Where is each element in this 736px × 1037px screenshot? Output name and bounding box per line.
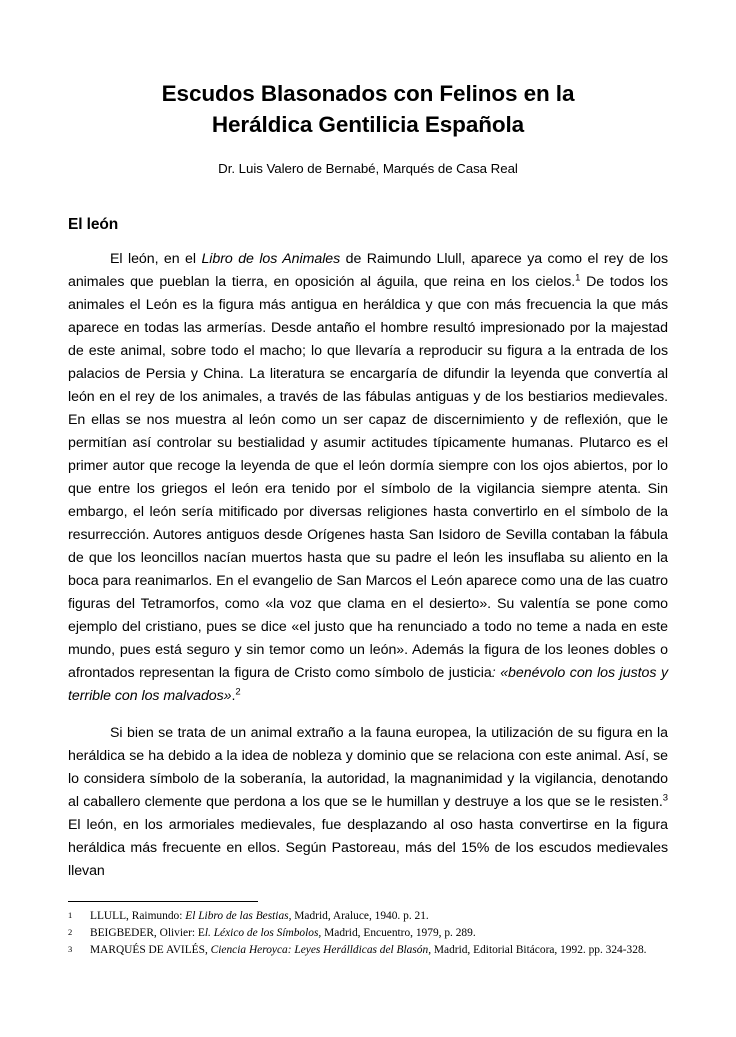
footnote-marker-1: 1 bbox=[575, 272, 581, 284]
footnote-number: 2 bbox=[68, 927, 73, 938]
p1-quote-italic: : «benévolo con los justos y terrible con los malvados» bbox=[68, 665, 668, 705]
footnote-marker-2: 2 bbox=[235, 686, 241, 698]
footnote-item bbox=[68, 942, 668, 959]
p1-book-title: Libro de los Animales bbox=[201, 251, 341, 268]
footnote-title: l. Léxico de los Símbolos, bbox=[204, 927, 322, 940]
p1-seg-1: El león, en el bbox=[110, 251, 202, 268]
footnote-pre: BEIGBEDER, Olivier: E bbox=[90, 927, 205, 940]
paragraph-2 bbox=[68, 722, 668, 883]
footnote-pre: MARQUÉS DE AVILÉS, bbox=[90, 944, 211, 957]
footnote-post: , Madrid, Editorial Bitácora, 1992. pp. 324-328. bbox=[428, 944, 647, 957]
author-line: Dr. Luis Valero de Bernabé, Marqués de Casa Real bbox=[218, 161, 518, 177]
title-line-2: Heráldica Gentilicia Española bbox=[211, 112, 525, 138]
p2-seg-1: Si bien se trata de un animal extraño a la fauna europea, la utilización de su figura en la heráldica se ha debido a la idea de nobleza y dominio que se relaciona con este animal. Así, se lo considera símbolo de la soberanía, la autoridad, la magnanimidad y la vigilancia, denotando al caballero clemente que perdona a los que se le humillan y destruye a los que se le resisten. bbox=[68, 725, 668, 811]
p2-seg-2: El león, en los armoriales medievales, fue desplazando al oso hasta convertirse en la figura heráldica más frecuente en ellos. Según Pastoreau, más del 15% de los escudos medievales llevan bbox=[68, 817, 668, 880]
section-heading: El león bbox=[68, 216, 119, 234]
footnote-number: 3 bbox=[68, 944, 73, 955]
p1-seg-4: De todos los animales el León es la figura más antigua en heráldica y que con más frecuencia la que más aparece en todas las armerías. Desde antaño el hombre resultó impresionado por la majestad de este animal, sobre todo el macho; lo que llevaría a reproducir su figura a la entrada de los palacios de Persia y China. La literatura se encargaría de difundir la leyenda que convertía al león en el rey de los animales, a través de las fábulas antiguas y de los bestiarios medievales. En ellas se nos muestra al león como un ser capaz de discernimiento y de reflexión, que le permitían así controlar su bestialidad y asumir actitudes típicamente humanas. Plutarco es el primer autor que recoge la leyenda de que el león dormía siempre con los ojos abiertos, por lo que entre los griegos el león era tenido por el símbolo de la vigilancia siempre atenta. Sin embargo, el león sería mitificado por diversas religiones hasta convertirlo en el símbolo de la resurrección. Autores antiguos desde Orígenes hasta San Isidoro de Sevilla contaban la fábula de que los leoncillos nacían muertos hasta que su padre el león les insuflaba su aliento en la boca para reanimarlos. En el evangelio de San Marcos el León aparece como una de las cuatro figuras del Tetramorfos, como «la voz que clama en el desierto». Su valentía se pone como ejemplo del cristiano, pues se dice «el justo que ha renunciado a todo no teme a nada en este mundo, pues está seguro y sin temor como un león». Además la figura de los leones dobles o afrontados representan la figura de Cristo como símbolo de justicia bbox=[68, 274, 669, 682]
footnote-pre: LLULL, Raimundo: bbox=[90, 910, 186, 923]
footnote-text bbox=[90, 942, 668, 959]
footnote-number: 1 bbox=[68, 910, 73, 921]
footnotes-section bbox=[68, 901, 668, 959]
footnote-marker-3: 3 bbox=[662, 792, 668, 804]
title-line-1: Escudos Blasonados con Felinos en la bbox=[161, 81, 575, 106]
footnote-text bbox=[90, 925, 668, 942]
footnote-item bbox=[68, 925, 668, 942]
footnote-post: Madrid, Araluce, 1940. p. 21. bbox=[291, 910, 429, 923]
footnote-title: El Libro de las Bestias, bbox=[185, 910, 292, 923]
paragraph-1 bbox=[68, 248, 668, 708]
footnote-post: Madrid, Encuentro, 1979, p. 289. bbox=[321, 927, 476, 940]
footnote-title: Ciencia Heroyca: Leyes Herálldicas del Blasón bbox=[210, 944, 429, 957]
footnote-text bbox=[90, 908, 668, 925]
p1-seg-3: de Raimundo Llull, aparece ya como el rey de los animales que pueblan la tierra, en oposición al águila, que reina en los cielos. bbox=[68, 251, 668, 291]
footnote-separator-rule bbox=[68, 901, 258, 902]
page-title bbox=[86, 78, 650, 140]
p1-seg-6: . bbox=[231, 688, 236, 705]
footnote-item bbox=[68, 908, 668, 925]
